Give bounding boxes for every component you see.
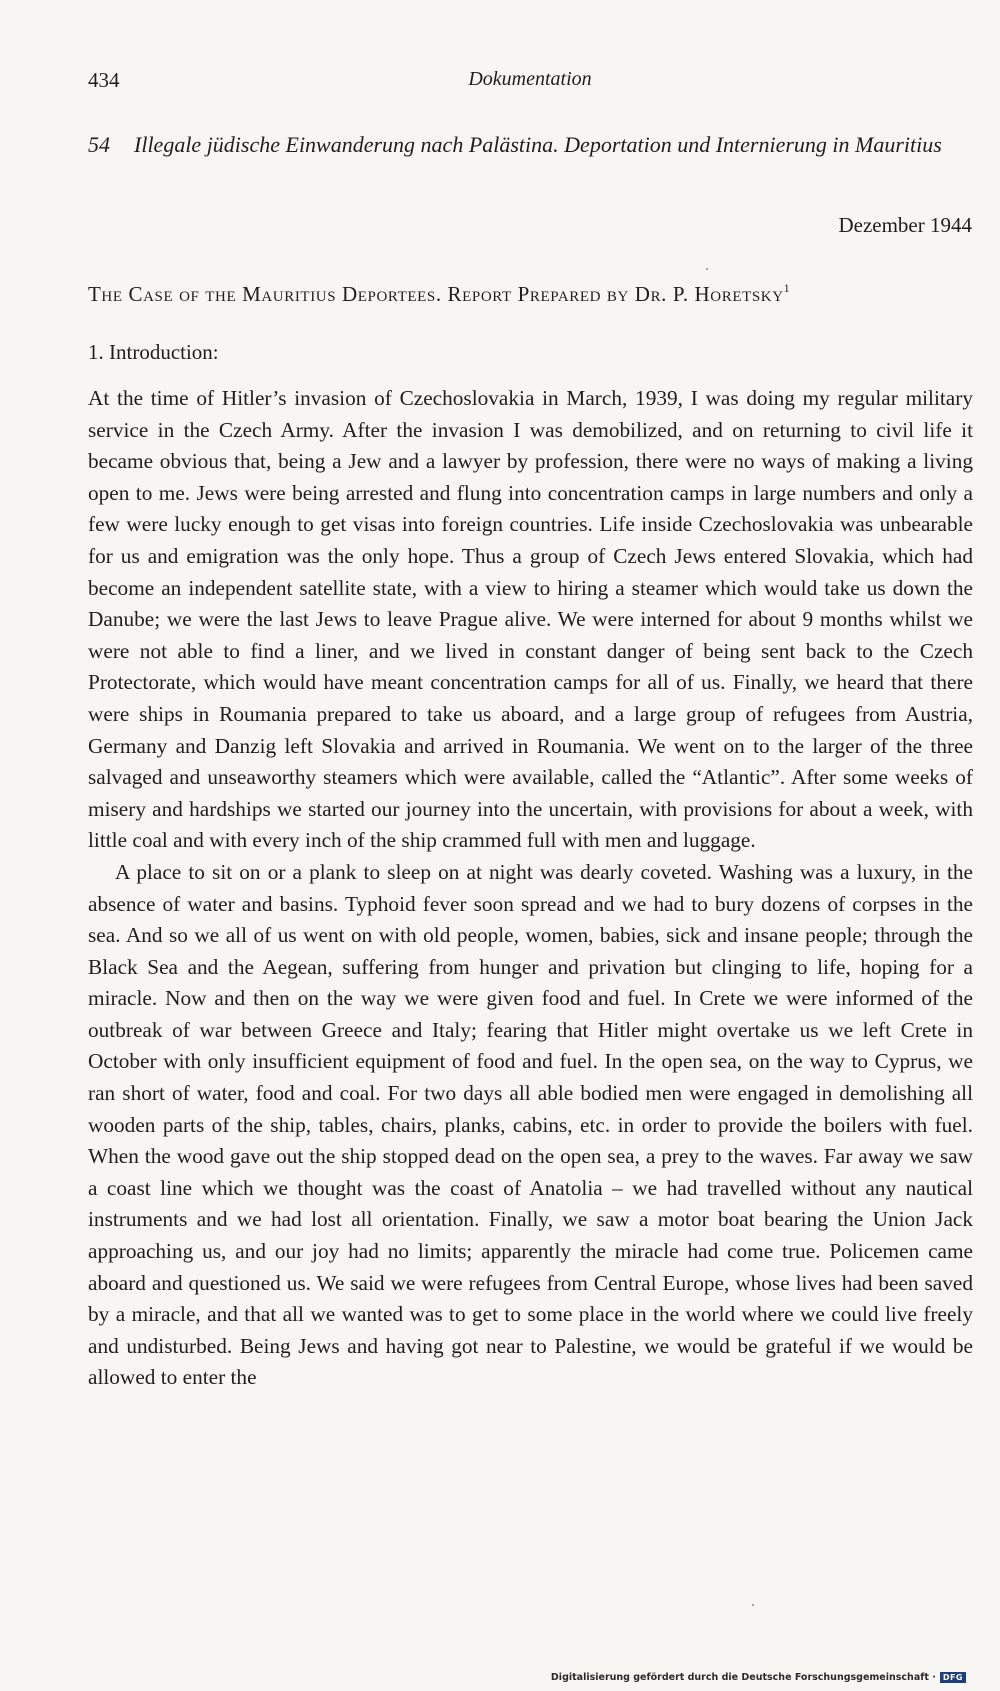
report-title-text: The Case of the Mauritius Deportees. Report Prepared by Dr. P. Horetsky	[88, 282, 784, 306]
footnote-marker: 1	[783, 281, 791, 295]
body-text	[88, 383, 973, 1394]
paragraph: At the time of Hitler’s invasion of Czechoslovakia in March, 1939, I was doing my regular military service in the Czech Army. After the invasion I was demobilized, and on returning to civil life it became obvious that, being a Jew and a lawyer by profession, there were no ways of making a living open to me. Jews were being arrested and flung into concentration camps in large numbers and only a few were lucky enough to get visas into foreign countries. Life inside Czechoslovakia was unbearable for us and emigration was the only hope. Thus a group of Czech Jews entered Slovakia, which had become an independent satellite state, with a view to hiring a steamer which would take us down the Danube; we were the last Jews to leave Prague alive. We were interned for about 9 months whilst we were not able to find a liner, and we lived in constant danger of being sent back to the Czech Protectorate, which would have meant concentration camps for all of us. Finally, we heard that there were ships in Roumania prepared to take us aboard, and a large group of refugees from Austria, Germany and Danzig left Slovakia and arrived in Roumania. We went on to the larger of the three salvaged and unseaworthy steamers which were available, called the “Atlantic”. After some weeks of misery and hardships we started our journey into the uncertain, with provisions for about a week, with little coal and with every inch of the ship crammed full with men and luggage.	[88, 386, 973, 853]
paragraph: A place to sit on or a plank to sleep on at night was dearly coveted. Washing was a luxury, in the absence of water and basins. Typhoid fever soon spread and we had to bury dozens of corpses in the sea. And so we all of us went on with old people, women, babies, sick and insane people; through the Black Sea and the Aegean, suffering from hunger and privation but clinging to life, hoping for a miracle. Now and then on the way we were given food and fuel. In Crete we were informed of the outbreak of war between Greece and Italy; fearing that Hitler might overtake us we left Crete in October with only insufficient equipment of food and fuel. In the open sea, on the way to Cyprus, we ran short of water, food and coal. For two days all able bodied men were engaged in demolishing all wooden parts of the ship, tables, chairs, planks, cabins, etc. in order to provide the boilers with fuel. When the wood gave out the ship stopped dead on the open sea, a prey to the waves. Far away we saw a coast line which we thought was the coast of Anatolia – we had travelled without any nautical instruments and we had lost all orientation. Finally, we saw a motor boat bearing the Union Jack approaching us, and our joy had no limits; apparently the miracle had come true. Policemen came aboard and questioned us. We said we were refugees from Central Europe, whose lives had been saved by a miracle, and that all we wanted was to get to some place in the world where we could live freely and undisturbed. Being Jews and having got near to Palestine, we would be grateful if we would be allowed to enter the	[88, 859, 973, 1390]
running-head: Dokumentation	[468, 68, 592, 90]
dfg-logo: DFG	[940, 1672, 966, 1683]
document-number: 54	[88, 132, 110, 157]
page-number: 434	[88, 68, 120, 92]
document-heading-text: Illegale jüdische Einwanderung nach Palästina. Deportation und Internierung in Mauritius	[134, 132, 942, 157]
report-title	[88, 281, 978, 307]
section-heading: 1. Introduction:	[88, 340, 219, 364]
document-date: Dezember 1944	[838, 213, 972, 237]
digitization-note: Digitalisierung gefördert durch die Deutsche Forschungsgemeinschaft ·	[550, 1672, 936, 1683]
scan-speck	[752, 1604, 754, 1606]
scan-speck	[706, 268, 708, 270]
digitization-footer	[551, 1672, 966, 1683]
document-heading	[88, 128, 978, 161]
